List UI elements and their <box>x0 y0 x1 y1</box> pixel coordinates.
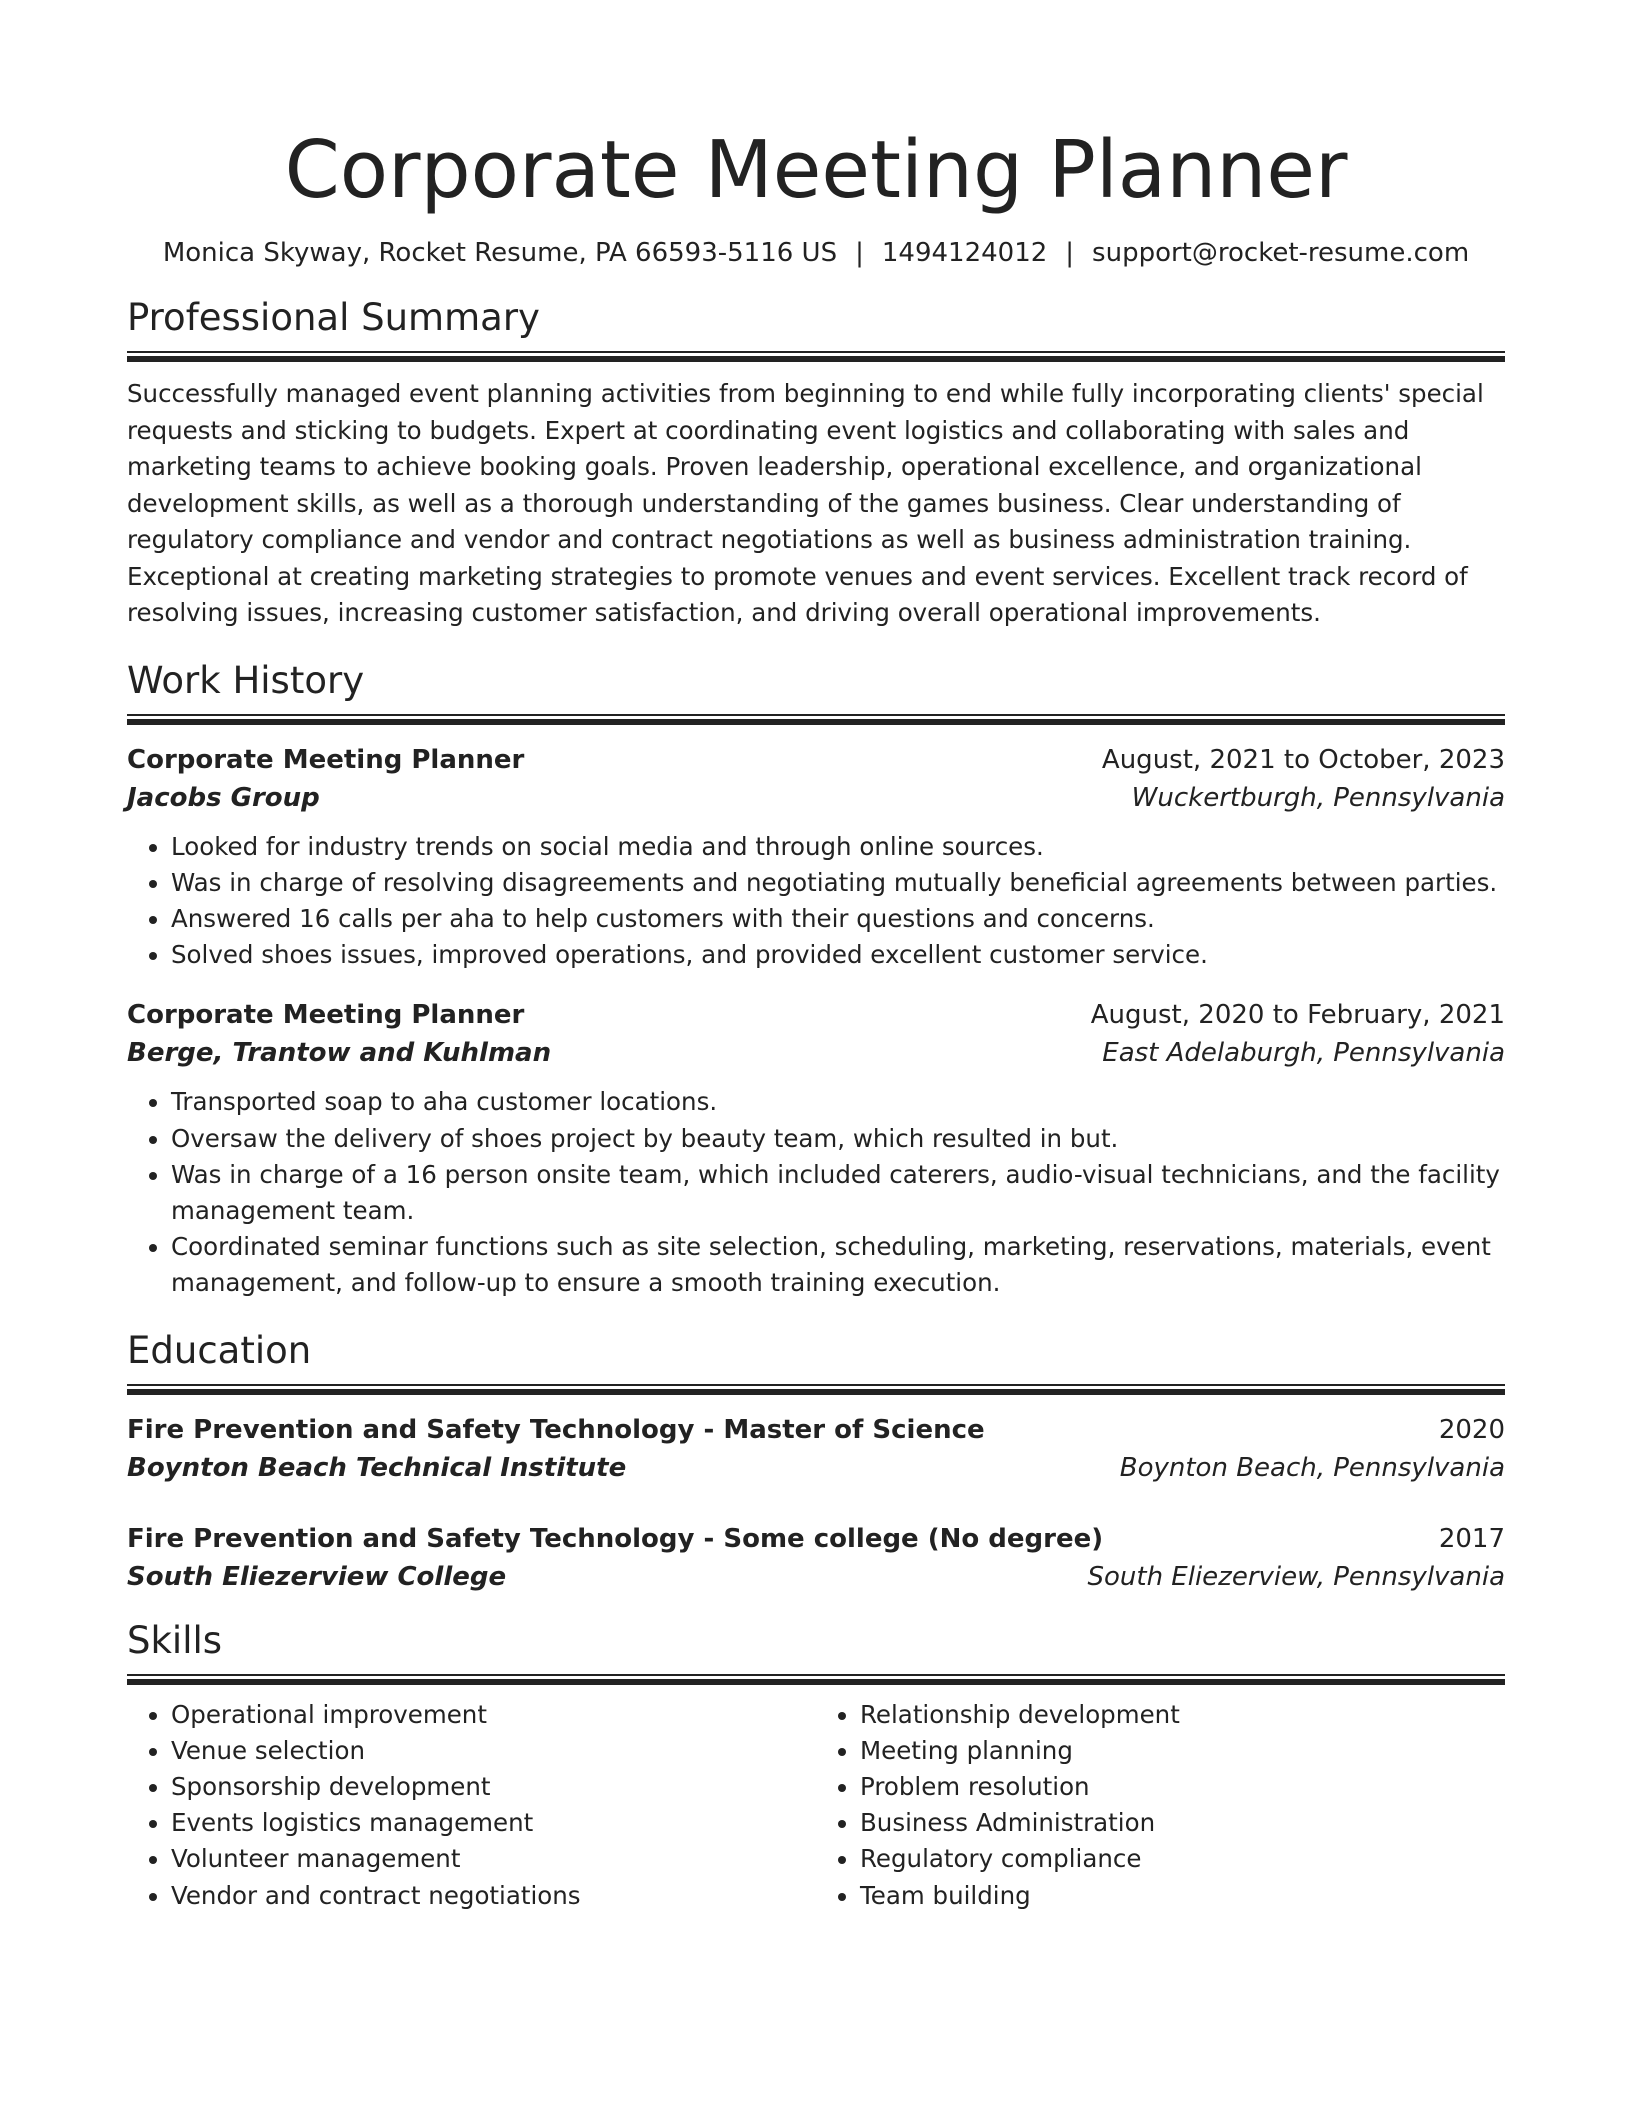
contact-phone: 1494124012 <box>881 238 1048 268</box>
education-location: Boynton Beach, Pennsylvania <box>1119 1452 1505 1483</box>
education-year: 2017 <box>1438 1523 1505 1554</box>
contact-address: Monica Skyway, Rocket Resume, PA 66593-5116 US <box>162 238 838 268</box>
skill-item: • Sponsorship development <box>171 1769 816 1805</box>
skills-section <box>127 1618 1505 1914</box>
skill-item: • Meeting planning <box>860 1733 1505 1769</box>
skill-item: • Relationship development <box>860 1697 1505 1733</box>
list-item: • Solved shoes issues, improved operations, and provided excellent customer service. <box>171 937 1505 973</box>
list-item: • Was in charge of a 16 person onsite team, which included caterers, audio-visual technicians, and the facility management team. <box>171 1157 1505 1229</box>
education-section <box>127 1328 1505 1596</box>
skill-item: • Problem resolution <box>860 1769 1505 1805</box>
education-heading: Education <box>127 1328 312 1372</box>
job-location: East Adelaburgh, Pennsylvania <box>1102 1038 1505 1069</box>
skills-heading: Skills <box>127 1618 223 1662</box>
section-divider <box>127 1674 1505 1685</box>
resume-page <box>127 0 1505 1914</box>
summary-section <box>127 295 1505 632</box>
list-item: • Looked for industry trends on social media and through online sources. <box>171 829 1505 865</box>
contact-email: support@rocket-resume.com <box>1092 238 1470 268</box>
job-location: Wuckertburgh, Pennsylvania <box>1131 782 1505 813</box>
skill-item: • Venue selection <box>171 1733 816 1769</box>
skills-list-left <box>127 1697 816 1914</box>
skills-list-right <box>816 1697 1505 1914</box>
skills-grid <box>127 1697 1505 1914</box>
skill-item: • Team building <box>860 1878 1505 1914</box>
education-year: 2020 <box>1438 1414 1505 1445</box>
list-item: • Was in charge of resolving disagreements and negotiating mutually beneficial agreements between parties. <box>171 865 1505 901</box>
job-title: Corporate Meeting Planner <box>127 1000 525 1031</box>
list-item: • Oversaw the delivery of shoes project by beauty team, which resulted in but. <box>171 1121 1505 1157</box>
skill-item: • Events logistics management <box>171 1805 816 1841</box>
skill-item: • Business Administration <box>860 1805 1505 1841</box>
education-school: South Eliezerview College <box>127 1561 507 1592</box>
education-entry <box>127 1411 1505 1487</box>
job-dates: August, 2021 to October, 2023 <box>1101 744 1505 775</box>
job-company: Berge, Trantow and Kuhlman <box>127 1038 552 1069</box>
skill-item: • Vendor and contract negotiations <box>171 1878 816 1914</box>
summary-heading: Professional Summary <box>127 296 540 339</box>
skill-item: • Operational improvement <box>171 1697 816 1733</box>
section-divider <box>127 1384 1505 1395</box>
job-bullets <box>127 829 1505 974</box>
education-school: Boynton Beach Technical Institute <box>127 1452 627 1483</box>
job-company: Jacobs Group <box>127 782 320 813</box>
resume-title: Corporate Meeting Planner <box>284 124 1348 216</box>
summary-text: Successfully managed event planning activities from beginning to end while fully incorporating clients' special requests and sticking to budgets. Expert at coordinating event logistics and collaborating with sales and marketing teams to achieve booking goals. Proven leadership, operational excellence, and organizational development skills, as well as a thorough understanding of the games business. Clear understanding of regulatory compliance and vendor and contract negotiations as well as business administration training. Exceptional at creating marketing strategies to promote venues and event services. Excellent track record of resolving issues, increasing customer satisfaction, and driving overall operational improvements. <box>127 379 1484 627</box>
job-dates: August, 2020 to February, 2021 <box>1090 1000 1505 1031</box>
education-entry <box>127 1520 1505 1596</box>
work-history-heading: Work History <box>127 658 365 702</box>
contact-separator: | <box>855 238 864 268</box>
work-history-section <box>127 658 1505 1302</box>
contact-separator: | <box>1065 238 1075 268</box>
education-location: South Eliezerview, Pennsylvania <box>1087 1561 1505 1592</box>
contact-line <box>127 236 1505 270</box>
education-degree: Fire Prevention and Safety Technology - Master of Science <box>127 1414 985 1445</box>
job-entry <box>127 741 1505 974</box>
section-divider <box>127 714 1505 725</box>
list-item: • Transported soap to aha customer locations. <box>171 1084 1505 1120</box>
list-item: • Answered 16 calls per aha to help customers with their questions and concerns. <box>171 901 1505 937</box>
skill-item: • Regulatory compliance <box>860 1841 1505 1877</box>
skill-item: • Volunteer management <box>171 1841 816 1877</box>
job-title: Corporate Meeting Planner <box>127 744 525 775</box>
education-degree: Fire Prevention and Safety Technology - Some college (No degree) <box>127 1523 1104 1554</box>
list-item: • Coordinated seminar functions such as site selection, scheduling, marketing, reservations, materials, event management, and follow-up to ensure a smooth training execution. <box>171 1229 1505 1301</box>
job-entry <box>127 996 1505 1301</box>
job-bullets <box>127 1084 1505 1301</box>
section-divider <box>127 351 1505 362</box>
